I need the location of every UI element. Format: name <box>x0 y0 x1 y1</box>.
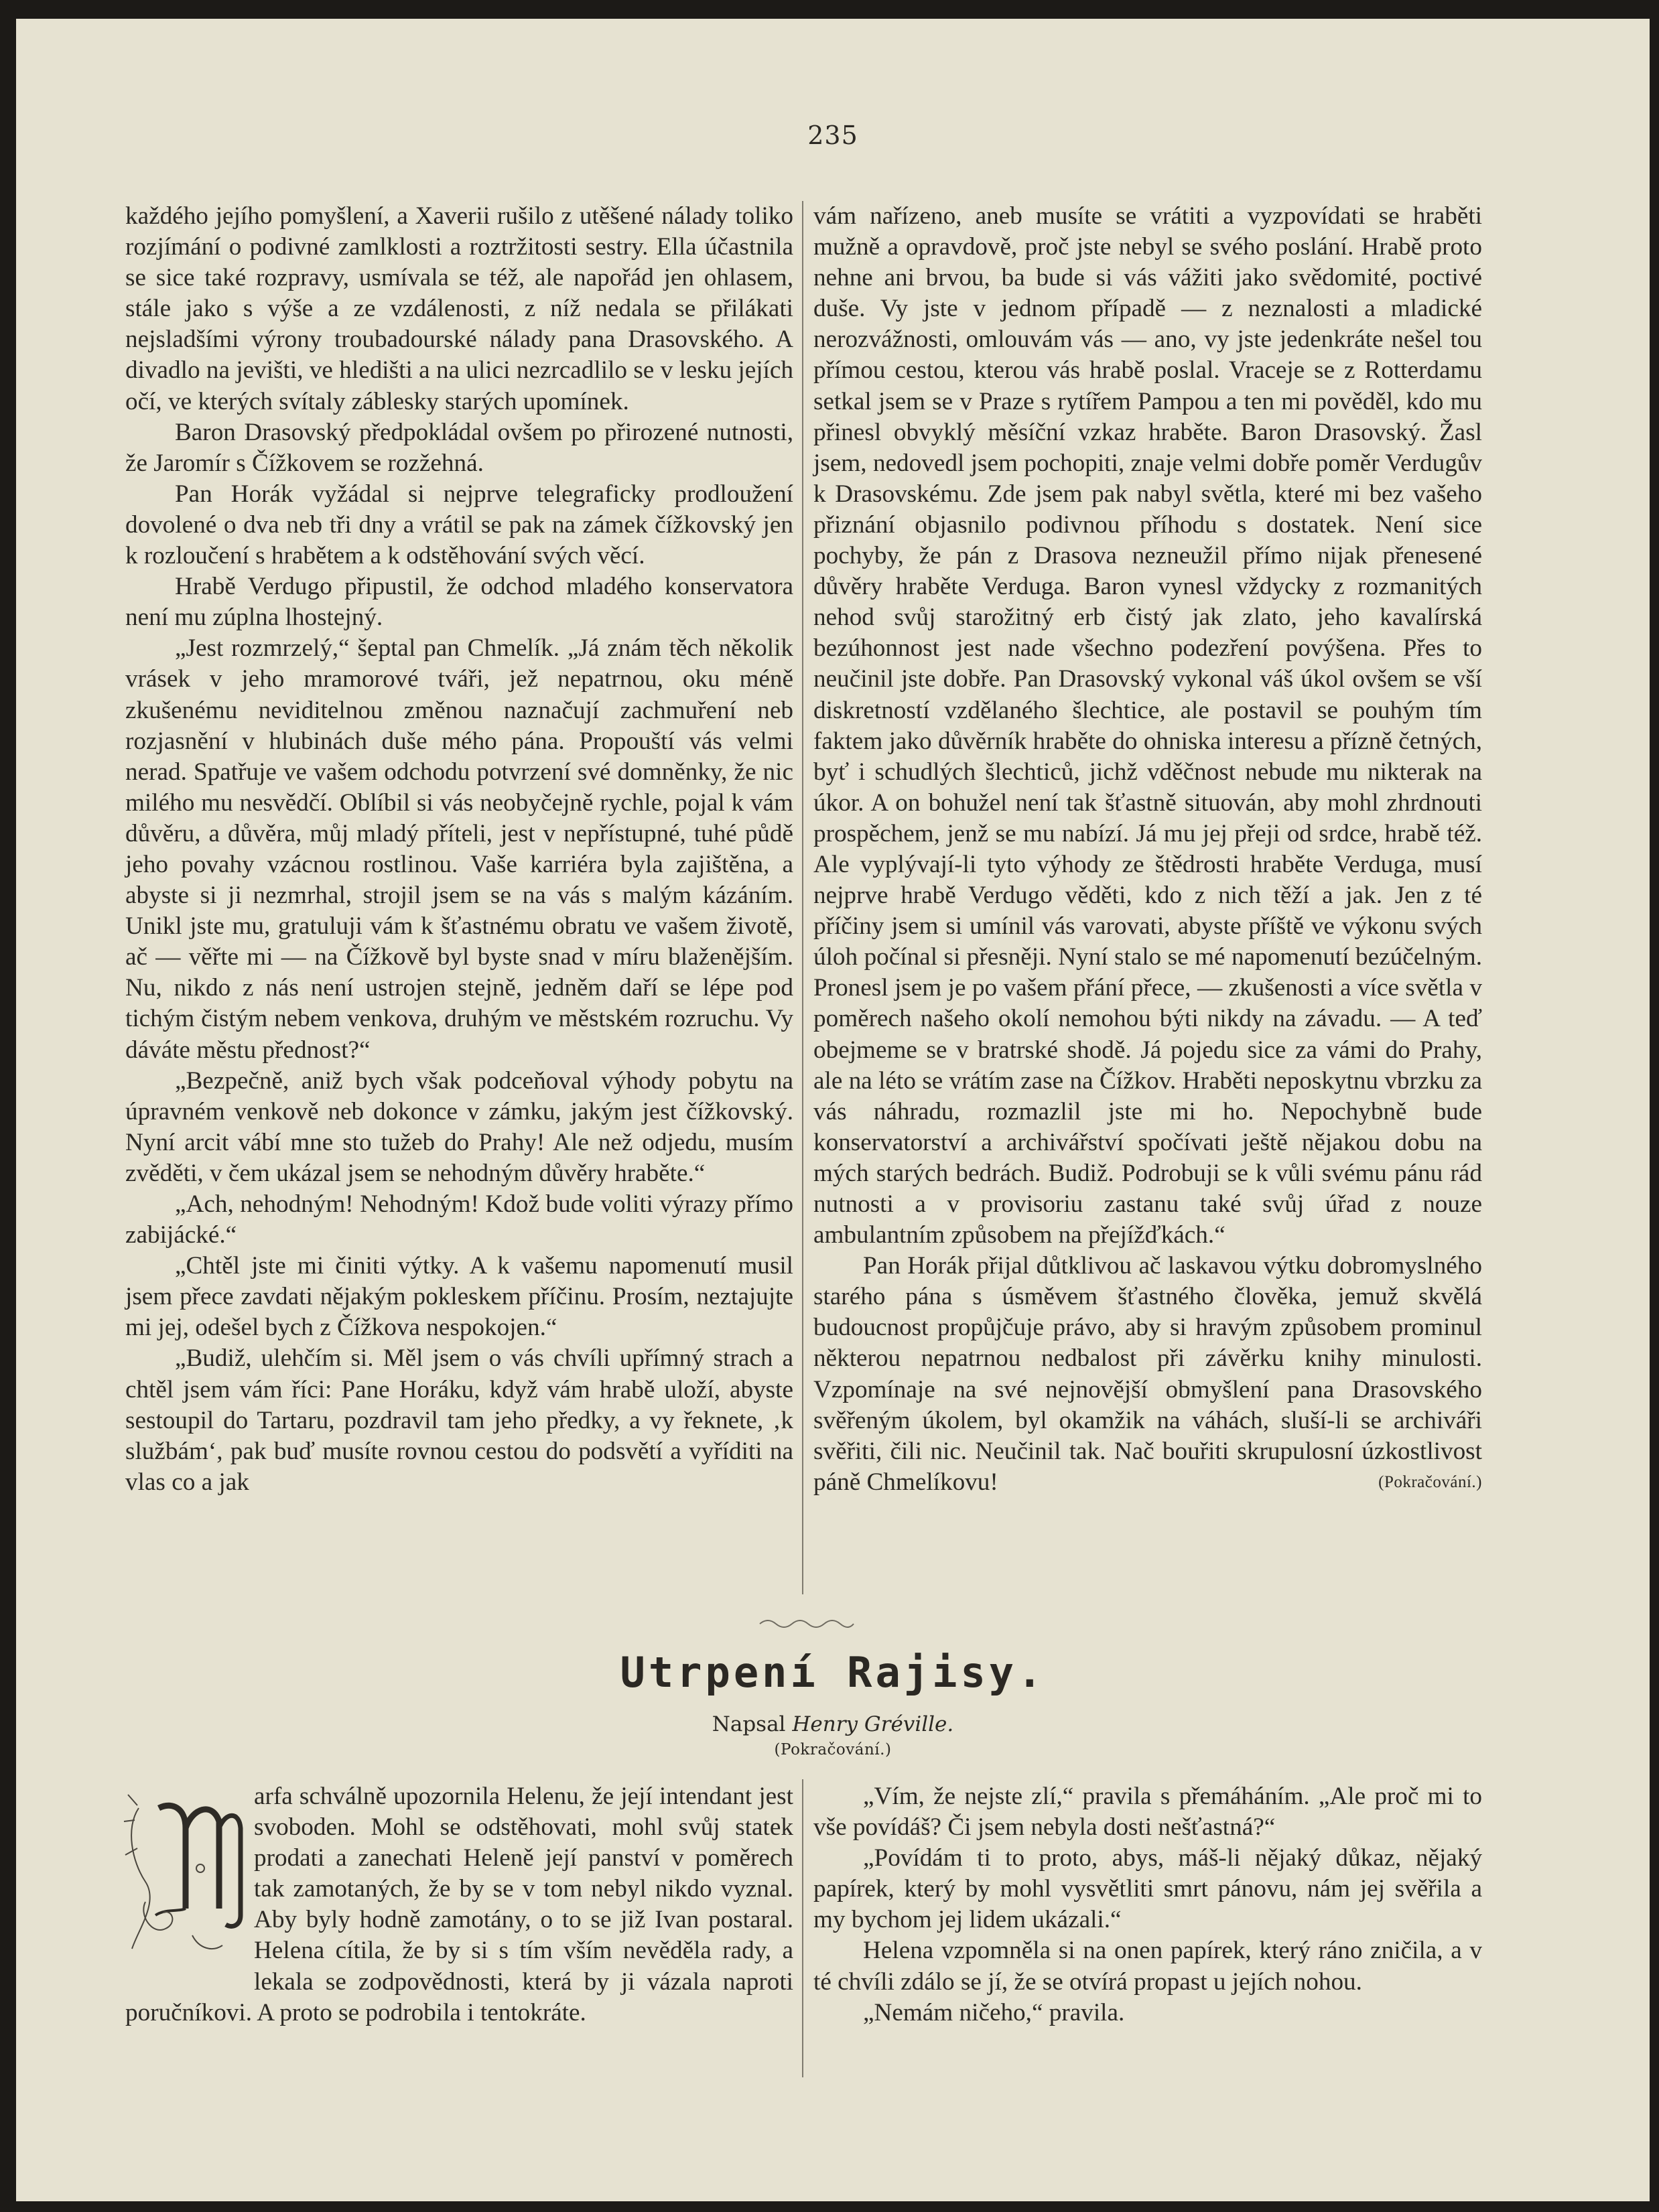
page-number: 235 <box>807 121 858 150</box>
top-article-left-column <box>125 201 793 1601</box>
top-article-right-column <box>813 201 1482 1601</box>
paragraph: Hrabě Verdugo připustil, že odchod mladého konservatora není mu zúplna lhostejný. <box>125 573 793 632</box>
paragraph: „Vím, že nejste zlí,“ pravila s přemáháním. „Ale proč mi to vše povídáš? Či jsem nebyla dosti nešťastná?“ <box>813 1783 1482 1842</box>
byline-prefix: Napsal <box>712 1712 786 1736</box>
paragraph: Pan Horák vyžádal si nejprve telegraficky prodloužení dovolené o dva neb tři dny a vrátil se pak na zámek čížkovský jen k rozloučení s hrabětem a k odstěhování svých věcí. <box>125 480 793 570</box>
paragraph: „Chtěl jste mi činiti výtky. A k vašemu napomenutí musil jsem přece zavdati nějakým pokleskem příčinu. Prosím, neztajujte mi jej, odešel bych z Čížkova nespokojen.“ <box>125 1252 793 1342</box>
paragraph: „Nemám ničeho,“ pravila. <box>863 1998 1125 2026</box>
paragraph: arfa schválně upozornila Helenu, že její intendant jest svoboden. Mohl se odstěhovati, mohl svůj statek prodati a zanechati Heleně její panství v poměrech tak zamotaných, že by se v tom nebyl nikdo vyznal. Aby byly hodně zamotány, o to se již Ivan postaral. Helena cítila, že by si s tím vším nevěděla rady, a lekala se zodpovědnosti, která by ji vázala naproti poručníkovi. A proto se podrobila i tentokráte. <box>125 1783 793 2026</box>
paragraph: „Ach, nehodným! Nehodným! Kdož bude voliti výrazy přímo zabijácké.“ <box>125 1190 793 1249</box>
continuation-note: (Pokračování.) <box>1378 1472 1482 1491</box>
paragraph: „Povídám ti to proto, abys, máš-li nějaký důkaz, nějaký papírek, který by mohl vysvětliti smrt pánovu, nám jej svěřila a my bychom jej lidem ukázali.“ <box>813 1844 1482 1934</box>
author-name: Henry Gréville. <box>792 1712 954 1736</box>
continuation-note: (Pokračování.) <box>774 1741 892 1758</box>
byline <box>16 1712 1650 1736</box>
paragraph <box>813 1251 1482 1498</box>
section-divider-ornament <box>758 1614 855 1631</box>
paragraph: každého jejího pomyšlení, a Xaverii rušilo z utěšené nálady toliko rozjímání o podivné zamlklosti a roztržitosti sestry. Ella účastnila se sice také rozpravy, usmívala se též, ale napořád jen ohlasem, stále jako s výše a ze vzdálenosti, z níž nedala se přilákati nejsladšími výrony troubadourské nálady pana Drasovského. A divadlo na jevišti, ve hledišti a na ulici nezrcadlilo se v lesku jejích očí, ve kterých svítaly záblesky starých upomínek. <box>125 202 793 415</box>
paragraph: „Budiž, ulehčím si. Měl jsem o vás chvíli upřímný strach a chtěl jsem vám říci: Pane Horáku, když vám hrabě uloží, abyste sestoupil do Tartaru, pozdravil tam jeho předky, a vy řeknete, ‚k službám‘, pak buď musíte rovnou cestou do podsvětí a vyříditi na vlas co a jak <box>125 1344 793 1496</box>
paragraph: vám nařízeno, aneb musíte se vrátiti a vyzpovídati se hraběti mužně a opravdově, proč jste nebyl se svého poslání. Hrabě proto nehne ani brvou, ba bude si vás vážiti jako svědomité, poctivé duše. Vy jste v jednom případě — z neznalosti a mladické nerozvážnosti, omlouvám vás — ano, vy jste jedenkráte nešel tou přímou cestou, kterou vás hrabě poslal. Vraceje se z Rotterdamu setkal jsem se v Praze s rytířem Pampou a ten mi pověděl, kdo mu přinesl obvyklý měsíční vzkaz hraběte. Baron Drasovský. Žasl jsem, nedovedl jsem pochopiti, znaje velmi dobře poměr Verdugův k Drasovskému. Zde jsem pak nabyl světla, které mi bez vašeho přiznání objasnilo podivnou příhodu s dostatek. Není sice pochyby, že pán z Drasova nezneužil přímo nijak přenesené důvěry hraběte Verduga. Baron vynesl vždycky z rozmanitých nehod svůj starožitný erb čistý jak zlato, jeho kavalírská bezúhonnost jest nade všechno podezření povýšena. Přes to neučinil jste dobře. Pan Drasovský vykonal váš úkol ovšem se vší diskretností vzdělaného šlechtice, ale postavil se pouhým tím faktem jako důvěrník hraběte do ohniska interesu a přízně četných, byť i schudlých šlechticů, jichž vděčnost nebude mu nikterak na úkor. A on bohužel není tak šťastně situován, aby mohl zhrdnouti prospěchem, jenž se mu nabízí. Já mu jej přeji od srdce, hrabě též. Ale vyplývají-li tyto výhody ze štědrosti hraběte Verduga, musí nejprve hrabě Verdugo věděti, kdo z nich těží a jak. Jen z té příčiny jsem si umínil vás varovati, abyste příště ve výkonu svých úloh počínal si přesněji. Nyní stalo se mé napomenutí bezúčelným. Pronesl jsem je po vašem přání přece, — zkušenosti a více světla v poměrech našeho okolí nemohou býti nikdy na závadu. — A teď obejmeme se v bratrské shodě. Já pojedu sice za vámi do Prahy, ale na léto se vrátím zase na Čížkov. Hraběti neposkytnu vbrzku za vás náhradu, rozmazlil jste mi ho. Nepochybně bude konservatorství a archivářství spočívati ještě nějakou dobu na mých starých bedrách. Budiž. Podrobuji se k vůli svému pánu rád nutnosti a v provisoriu zastanu také svůj úřad z nouze ambulantním způsobem na přejížďkách.“ <box>813 202 1482 1249</box>
article-title: Utrpení Rajisy. <box>620 1648 1046 1697</box>
column-divider <box>802 201 803 1594</box>
bottom-article-left-column <box>125 1781 793 2028</box>
paragraph: „Bezpečně, aniž bych však podceňoval výhody pobytu na úpravném venkově neb dokonce v zámku, jakým jest čížkovský. Nyní arcit vábí mne sto tužeb do Prahy! Ale než odjedu, musím zvěděti, v čem ukázal jsem se nehodným důvěry hraběte.“ <box>125 1066 793 1187</box>
paragraph: „Jest rozmrzelý,“ šeptal pan Chmelík. „Já znám těch několik vrásek v jeho mramorové tváři, jež nepatrnou, oku méně zkušenému neviditelnou změnou naznačují zachmuření neb rozjasnění v hlubinách duše mého pána. Propouští vás velmi nerad. Spatřuje ve vašem odchodu potvrzení své domněnky, že nic milého mu nesvědčí. Oblíbil si vás neobyčejně rychle, pojal k vám důvěru, a důvěra, můj mladý příteli, jest v nepřístupné, tuhé půdě jeho povahy vzácnou rostlinou. Vaše karriéra byla zajištěna, a abyste si ji nezmrhal, strojil jsem se na vás s malým kázáním. Unikl jste mu, gratuluji vám k šťastnému obratu ve vašem životě, ač — věřte mi — na Čížkově byl byste snad v míru blaženějším. Nu, nikdo z nás není ustrojen stejně, jedněm daří se lépe pod tichým čistým nebem venkova, druhým ve městském rozruchu. Vy dáváte městu přednost?“ <box>125 634 793 1064</box>
decorative-initial-m-icon <box>119 1781 246 1969</box>
paragraph-text: Pan Horák přijal důtklivou ač laskavou výtku dobromyslného starého pána s úsměvem šťastného člověka, jemuž skvělá budoucnost propůjčuje právo, aby si hravým způsobem prominul některou nepatrnou nedbalost při závěrku knihy minulosti. Vzpomínaje na své nejnovější obmyšlení pana Drasovského svěřeným úkolem, byl okamžik na váhách, sluší-li se archiváři svěřiti, čili nic. Neučinil tak. Nač bouřiti skrupulosní úzkostlivost páně Chmelíkovu! <box>813 1252 1482 1496</box>
column-divider <box>802 1779 803 2077</box>
bottom-article-right-column <box>813 1781 1482 2028</box>
paragraph: Helena vzpomněla si na onen papírek, který ráno zničila, a v té chvíli zdálo se jí, že se otvírá propast u jejích nohou. <box>813 1937 1482 1996</box>
paragraph: Baron Drasovský předpokládal ovšem po přirozené nutnosti, že Jaromír s Čížkovem se rozžehná. <box>125 418 793 477</box>
book-page <box>16 19 1650 2201</box>
